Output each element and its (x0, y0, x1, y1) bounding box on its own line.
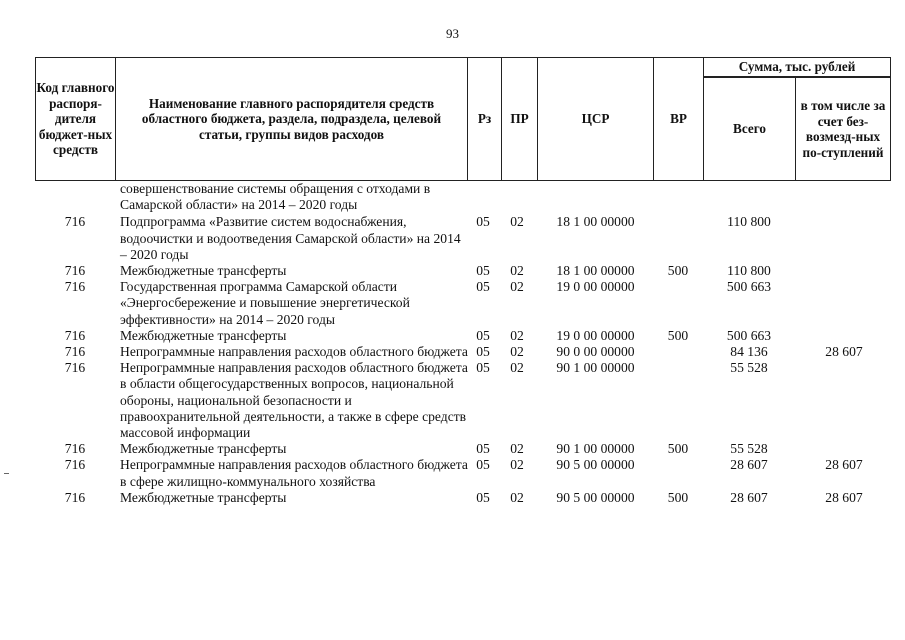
row-csr: 90 1 00 00000 (556, 360, 635, 376)
row-code: 716 (64, 327, 86, 343)
row-csr: 90 5 00 00000 (556, 489, 635, 505)
row-name: Межбюджетные трансферты (120, 327, 287, 343)
scan-margin-mark (4, 473, 9, 474)
table-row (35, 490, 891, 506)
table-row-continuation (35, 181, 891, 213)
row-code: 716 (64, 263, 86, 279)
row-csr: 19 0 00 00000 (556, 279, 635, 295)
row-pr: 02 (510, 327, 524, 343)
row-pr: 02 (510, 344, 524, 360)
header-rz: Рз (467, 57, 501, 181)
table-row (35, 344, 891, 360)
table-row (35, 360, 891, 441)
table-row (35, 263, 891, 279)
header-vr: ВР (653, 57, 703, 181)
row-pr: 02 (510, 360, 524, 376)
row-csr: 90 5 00 00000 (556, 457, 635, 473)
row-csr: 90 0 00 00000 (556, 344, 635, 360)
row-pr: 02 (510, 457, 524, 473)
row-vr: 500 (667, 441, 689, 457)
row-name: Межбюджетные трансферты (120, 489, 287, 505)
row-total: 84 136 (730, 344, 768, 360)
row-name: Межбюджетные трансферты (120, 441, 287, 457)
row-rz: 05 (476, 441, 490, 457)
table-row (35, 279, 891, 328)
row-total: 28 607 (730, 489, 768, 505)
row-csr: 19 0 00 00000 (556, 327, 635, 343)
row-total: 500 663 (726, 327, 772, 343)
table-row (35, 328, 891, 344)
header-csr: ЦСР (537, 57, 653, 181)
row-pr: 02 (510, 214, 524, 230)
row-name: Непрограммные направления расходов областного бюджета в сфере жилищно-коммунального хозяйства (120, 457, 468, 489)
header-sum-group: Сумма, тыс. рублей (703, 57, 891, 77)
row-code: 716 (64, 214, 86, 230)
row-csr: 18 1 00 00000 (556, 263, 635, 279)
header-pr: ПР (501, 57, 537, 181)
row-total: 110 800 (727, 214, 771, 230)
row-code: 716 (64, 360, 86, 376)
row-name: Непрограммные направления расходов областного бюджета в области общегосударственных вопросов, национальной обороны, национальной безопасности и правоохранительной деятельности, а также в сфере средств массовой информации (120, 360, 468, 441)
row-vr: 500 (667, 327, 689, 343)
row-rz: 05 (476, 263, 490, 279)
row-free: 28 607 (825, 457, 863, 473)
row-rz: 05 (476, 344, 490, 360)
row-vr: 500 (667, 263, 689, 279)
row-code: 716 (64, 279, 86, 295)
row-rz: 05 (476, 279, 490, 295)
row-free: 28 607 (825, 344, 863, 360)
header-name: Наименование главного распорядителя средств областного бюджета, раздела, подраздела, целевой статьи, группы видов расходов (115, 57, 467, 181)
row-total: 500 663 (726, 279, 772, 295)
row-rz: 05 (476, 214, 490, 230)
row-name: Непрограммные направления расходов областного бюджета (120, 344, 468, 360)
row-total: 110 800 (727, 263, 771, 279)
row-csr: 18 1 00 00000 (556, 214, 635, 230)
row-total: 55 528 (730, 360, 768, 376)
row-name: Подпрограмма «Развитие систем водоснабжения, водоочистки и водоотведения Самарской области» на 2014 – 2020 годы (120, 214, 461, 262)
table-row (35, 441, 891, 457)
row-code: 716 (64, 344, 86, 360)
row-rz: 05 (476, 327, 490, 343)
header-incl-free: в том числе за счет без-возмезд-ных по-ступлений (795, 77, 891, 181)
row-rz: 05 (476, 489, 490, 505)
row-rz: 05 (476, 360, 490, 376)
table-body (35, 181, 891, 506)
row-rz: 05 (476, 457, 490, 473)
row-free: 28 607 (825, 489, 863, 505)
row-code: 716 (64, 441, 86, 457)
row-code: 716 (64, 489, 86, 505)
row-vr: 500 (667, 489, 689, 505)
table-row (35, 214, 891, 263)
row-name: Государственная программа Самарской области «Энергосбережение и повышение энергетической эффективности» на 2014 – 2020 годы (120, 279, 410, 327)
row-pr: 02 (510, 441, 524, 457)
table-row (35, 457, 891, 489)
row-pr: 02 (510, 279, 524, 295)
header-total: Всего (703, 77, 795, 181)
row-pr: 02 (510, 263, 524, 279)
continuation-name: совершенствование системы обращения с отходами в Самарской области» на 2014 – 2020 годы (120, 181, 431, 213)
row-code: 716 (64, 457, 86, 473)
row-total: 28 607 (730, 457, 768, 473)
page-number: 93 (446, 26, 459, 41)
table-header (35, 57, 891, 181)
row-csr: 90 1 00 00000 (556, 441, 635, 457)
row-name: Межбюджетные трансферты (120, 263, 287, 279)
row-total: 55 528 (730, 441, 768, 457)
row-pr: 02 (510, 489, 524, 505)
header-code: Код главного распоря-дителя бюджет-ных средств (35, 57, 115, 181)
